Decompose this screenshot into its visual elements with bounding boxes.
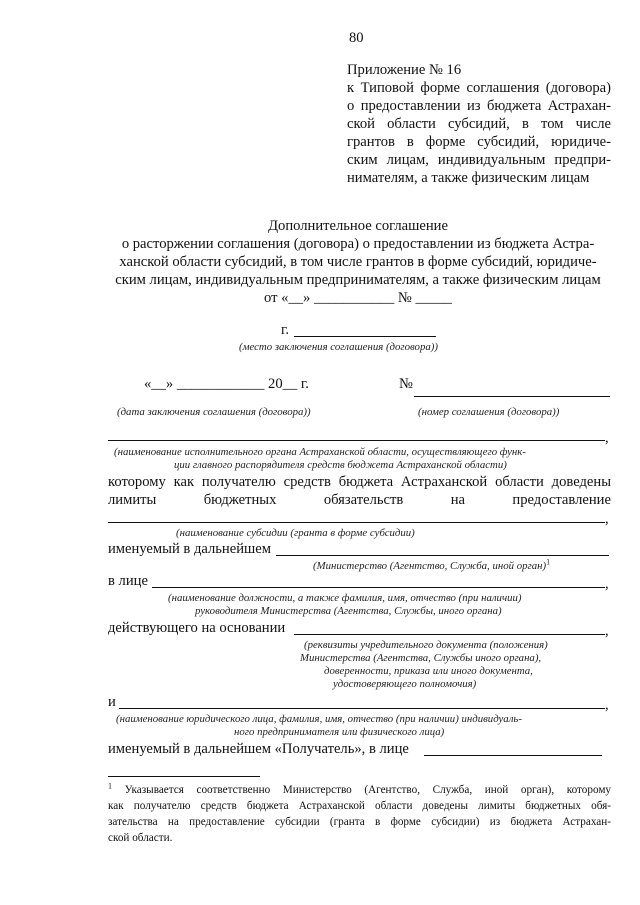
budget-word: лимиты [108, 492, 157, 508]
footnote-ref[interactable]: 1 [546, 557, 551, 567]
comma: , [605, 511, 609, 527]
basis-caption: удостоверяющего полномочия) [333, 678, 477, 690]
ministry-input-line[interactable] [276, 555, 609, 556]
executive-body-input-line[interactable] [108, 440, 605, 441]
comma: , [605, 576, 609, 592]
basis-caption: Министерства (Агентства, Службы иного органа), [300, 652, 542, 664]
basis-caption: доверенности, приказа или иного документа, [324, 665, 533, 677]
footnote-marker: 1 [108, 781, 112, 791]
number-input-line[interactable] [414, 396, 610, 397]
number-caption: (номер соглашения (договора)) [418, 406, 560, 418]
executive-body-caption: (наименование исполнительного органа Астраханской области, осуществляющего функ- [114, 446, 526, 458]
named-label: именуемый в дальнейшем [108, 541, 271, 557]
recipient-input-line[interactable] [119, 708, 605, 709]
recipient-caption: ного предпринимателя или физического лица) [234, 726, 445, 738]
executive-body-caption: ции главного распорядителя средств бюджета Астраханской области) [174, 459, 507, 471]
appendix-line: о предоставлении из бюджета Астрахан- [347, 98, 611, 114]
appendix-line: к Типовой форме соглашения (договора) [347, 80, 611, 96]
page-number: 80 [349, 30, 364, 46]
appendix-line: ской области субсидий, в том числе [347, 116, 611, 132]
agreement-date: «__» ____________ 20__ г. [144, 376, 309, 392]
and-label: и [108, 694, 116, 710]
footnote-line: зательства на предоставление субсидии (гранта в форме субсидии) из бюджета Астрахан- [108, 816, 611, 828]
budget-word: обязательств [323, 492, 404, 508]
recipient-label: именуемый в дальнейшем «Получатель», в лице [108, 741, 409, 757]
appendix-title: Приложение № 16 [347, 62, 462, 78]
footnote-line: ской области. [108, 832, 173, 844]
comma: , [605, 697, 609, 713]
heading-title: Дополнительное соглашение [268, 218, 448, 234]
person-label: в лице [108, 573, 148, 589]
comma: , [605, 430, 609, 446]
date-caption: (дата заключения соглашения (договора)) [117, 406, 311, 418]
recipient-person-input-line[interactable] [424, 755, 602, 756]
person-caption: руководителя Министерства (Агентства, Службы, иного органа) [195, 605, 502, 617]
person-input-line[interactable] [152, 587, 605, 588]
budget-line: которому как получателю средств бюджета Астраханской области доведены [108, 474, 611, 490]
basis-input-line[interactable] [294, 634, 605, 635]
heading-date-line: от «__» ___________ № _____ [264, 290, 452, 306]
heading-line: ским лицам, индивидуальным предпринимателям, а также физическим лицам [115, 272, 601, 288]
person-caption: (наименование должности, а также фамилия, имя, отчество (при наличии) [168, 592, 522, 604]
basis-label: действующего на основании [108, 620, 286, 636]
appendix-line: ским лицам, индивидуальным предпри- [347, 152, 611, 168]
appendix-line: грантов в форме субсидий, юридиче- [347, 134, 611, 150]
budget-word: на [450, 492, 465, 508]
subsidy-caption: (наименование субсидии (гранта в форме субсидии) [176, 527, 415, 539]
subsidy-input-line[interactable] [108, 522, 605, 523]
budget-word: предоставление [512, 492, 611, 508]
comma: , [605, 623, 609, 639]
footnote-line: $^1$ Указывается соответственно Министерство (Агентство, Служба, иной орган), которому [108, 781, 612, 796]
budget-word: бюджетных [203, 492, 277, 508]
footnote-line: как получателю средств бюджета Астраханской области доведены лимиты бюджетных обя- [108, 800, 611, 812]
place-input-line[interactable] [294, 336, 436, 337]
basis-caption: (реквизиты учредительного документа (положения) [304, 639, 548, 651]
appendix-line: нимателям, а также физическим лицам [347, 170, 590, 186]
place-caption: (место заключения соглашения (договора)) [239, 341, 438, 353]
heading-line: о расторжении соглашения (договора) о предоставлении из бюджета Астра- [121, 236, 595, 252]
footnote-separator [108, 776, 260, 777]
recipient-caption: (наименование юридического лица, фамилия, имя, отчество (при наличии) индивидуаль- [116, 713, 522, 725]
ministry-caption: (Министерство (Агентство, Служба, иной орган)$^1$ [313, 557, 551, 572]
budget-line [108, 492, 611, 509]
number-sign: № [399, 376, 413, 392]
heading-line: ханской области субсидий, в том числе грантов в форме субсидий, юридиче- [119, 254, 597, 270]
place-prefix: г. [281, 322, 289, 338]
